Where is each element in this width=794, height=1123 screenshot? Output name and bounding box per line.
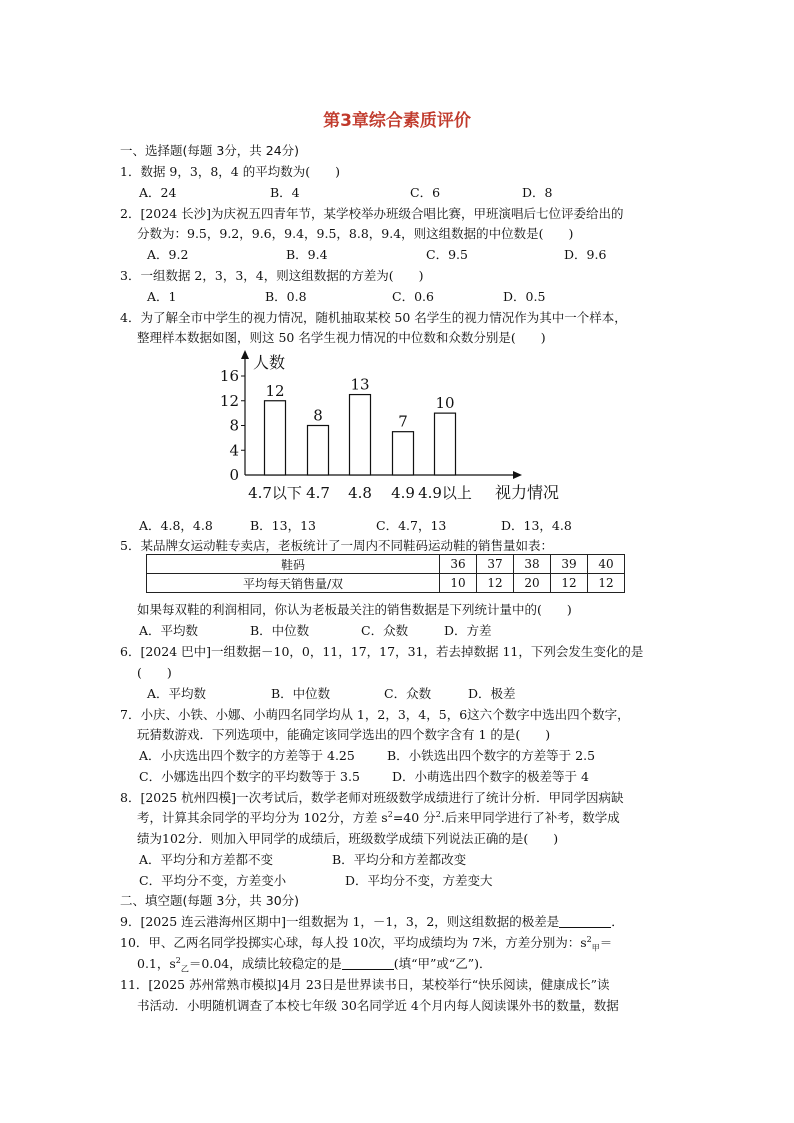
question-8-line-2 (137, 808, 620, 826)
question-10-line-2 (137, 954, 492, 975)
q10-sup: 2 (586, 934, 592, 944)
q10-text: 0.1，s (137, 956, 176, 971)
bar (265, 401, 286, 475)
option-c: C．6 (410, 185, 441, 200)
page-title: 第3章综合素质评价 (323, 111, 471, 131)
question-8-line-3: 绩为102分．则加入甲同学的成绩后，班级数学成绩下列说法正确的是( ) (137, 831, 559, 846)
question-4-line-2: 整理样本数据如图，则这 50 名学生视力情况的中位数和众数分别是( ) (137, 330, 546, 345)
option-c: C．9.5 (426, 247, 468, 262)
option-a: A．平均数 (147, 686, 207, 701)
question-10-line-1 (120, 933, 612, 954)
option-d: D．极差 (468, 686, 516, 701)
x-tick-label: 4.9以上 (418, 484, 472, 502)
x-tick-label: 4.9 (391, 484, 415, 502)
option-b: B．中位数 (271, 686, 331, 701)
y-axis-arrow (241, 350, 249, 359)
question-9 (120, 912, 624, 930)
x-axis-label: 视力情况 (495, 483, 560, 502)
section-choice-heading: 一、选择题(每题 3分，共 24分) (120, 143, 300, 158)
option-c: C．众数 (361, 623, 409, 638)
x-axis-arrow (513, 471, 522, 479)
table-header: 鞋码 (147, 555, 440, 574)
option-a: A．9.2 (147, 247, 189, 262)
q8-sup: 2 (435, 809, 441, 819)
option-b: B．中位数 (250, 623, 310, 638)
question-5-line-2: 如果每双鞋的利润相同，你认为老板最关注的销售数据是下列统计量中的( ) (137, 602, 572, 617)
question-2-line-1: 2．[2024 长沙]为庆祝五四青年节，某学校举办班级合唱比赛，甲班演唱后七位评委给出的 (120, 206, 624, 221)
option-a: A．4.8，4.8 (139, 518, 213, 533)
q8-text: =40 分 (392, 810, 436, 825)
table-cell: 39 (551, 555, 588, 574)
question-7-options-row-1 (139, 746, 699, 764)
table-cell: 36 (440, 555, 477, 574)
option-d: D．方差 (444, 623, 492, 638)
question-7-options-row-2 (139, 767, 699, 785)
bar-value-label: 10 (435, 394, 455, 413)
option-b: B．13，13 (250, 518, 316, 533)
option-b: B．9.4 (286, 247, 328, 262)
q10-text: (填“甲”或“乙”)． (393, 956, 492, 971)
option-a: A．平均数 (139, 623, 199, 638)
q8-text: .后来甲同学进行了补考，数学成 (440, 810, 620, 825)
table-cell: 38 (514, 555, 551, 574)
option-c: C．0.6 (392, 289, 434, 304)
question-2-options (139, 245, 699, 263)
question-8-options-row-2 (139, 871, 699, 889)
y-axis-label: 人数 (253, 353, 286, 372)
q10-text: ＝0.04，成绩比较稳定的是 (188, 956, 342, 971)
table-row (147, 574, 625, 593)
option-d: D．8 (522, 185, 553, 200)
question-11-line-1: 11．[2025 苏州常熟市模拟]4月 23日是世界读书日，某校举行“快乐阅读，健康成长”读 (120, 977, 610, 992)
answer-blank[interactable] (342, 957, 394, 970)
table-cell: 12 (477, 574, 514, 593)
question-1-options (139, 183, 699, 201)
question-6-options (139, 684, 699, 702)
question-6-line-2: ( ) (137, 665, 172, 680)
option-d: D．9.6 (564, 247, 607, 262)
option-a: A．24 (139, 185, 177, 200)
option-b: B．小铁选出四个数字的方差等于 2.5 (387, 748, 596, 763)
question-7-line-1: 7．小庆、小铁、小娜、小萌四名同学均从 1，2，3，4，5，6这六个数字中选出四个数字， (120, 707, 630, 722)
question-4-options (139, 516, 699, 534)
question-7-line-2: 玩猜数游戏．下列选项中，能确定该同学选出的四个数字含有 1 的是( ) (137, 727, 551, 742)
q8-sup: 2 (387, 809, 393, 819)
option-b: B．平均分和方差都改变 (332, 852, 467, 867)
table-row (147, 555, 625, 574)
q10-sup: 2 (175, 955, 181, 965)
question-5-options (139, 621, 699, 639)
option-c: C．众数 (384, 686, 432, 701)
bar-value-label: 12 (265, 381, 285, 400)
q9-text: ． (611, 914, 624, 929)
y-tick-label: 8 (229, 416, 239, 435)
option-d: D．平均分不变，方差变大 (345, 873, 493, 888)
q10-sub: 甲 (591, 943, 600, 953)
bar-value-label: 13 (350, 375, 370, 394)
bar (435, 413, 456, 475)
table-cell: 12 (588, 574, 625, 593)
question-5-line-1: 5．某品牌女运动鞋专卖店，老板统计了一周内不同鞋码运动鞋的销售量如表： (120, 538, 553, 553)
option-b: B．0.8 (265, 289, 307, 304)
y-tick-label: 16 (219, 367, 239, 385)
q10-text: 10．甲、乙两名同学投掷实心球，每人投 10次，平均成绩均为 7米，方差分别为：s (120, 935, 587, 950)
question-1: 1．数据 9，3，8，4 的平均数为( ) (120, 164, 340, 179)
question-8-options-row-1 (139, 850, 699, 868)
table-header: 平均每天销售量/双 (147, 574, 440, 593)
question-8-line-1: 8．[2025 杭州四模]一次考试后，数学老师对班级数学成绩进行了统计分析．甲同学因病缺 (120, 790, 624, 805)
question-3: 3．一组数据 2，3，3，4，则这组数据的方差为( ) (120, 268, 424, 283)
question-2-line-2: 分数为：9.5，9.2，9.6，9.4，9.5，8.8，9.4，则这组数据的中位数是( ) (137, 226, 574, 241)
option-c: C．4.7，13 (376, 518, 447, 533)
y-tick-label: 12 (219, 391, 239, 410)
x-tick-label: 4.8 (348, 484, 372, 502)
section-fill-heading: 二、填空题(每题 3分，共 30分) (120, 893, 300, 908)
x-tick-label: 4.7以下 (248, 484, 302, 502)
option-c: C．小娜选出四个数字的平均数等于 3.5 (139, 769, 360, 784)
y-tick-label: 4 (229, 441, 239, 460)
q8-text: 考，计算其余同学的平均分为 102分，方差 s (137, 810, 388, 825)
option-d: D．小萌选出四个数字的极差等于 4 (392, 769, 589, 784)
option-d: D．13，4.8 (501, 518, 572, 533)
table-cell: 37 (477, 555, 514, 574)
bar (350, 395, 371, 475)
q10-sub: 乙 (180, 964, 189, 974)
option-a: A．1 (147, 289, 177, 304)
x-tick-label: 4.7 (306, 484, 330, 502)
option-a: A．小庆选出四个数字的方差等于 4.25 (139, 748, 355, 763)
table-cell: 20 (514, 574, 551, 593)
question-11-line-2: 书活动．小明随机调查了本校七年级 30名同学近 4个月内每人阅读课外书的数量，数据 (137, 998, 619, 1013)
option-d: D．0.5 (503, 289, 546, 304)
option-a: A．平均分和方差都不变 (139, 852, 274, 867)
q9-text: 9．[2025 连云港海州区期中]一组数据为 1，－1，3，2，则这组数据的极差是 (120, 914, 560, 929)
question-3-options (139, 287, 699, 305)
table-cell: 40 (588, 555, 625, 574)
bar (308, 426, 329, 476)
option-c: C．平均分不变，方差变小 (139, 873, 287, 888)
bar-chart (208, 348, 578, 508)
bar (393, 432, 414, 475)
y-tick-label: 0 (229, 466, 239, 484)
table-cell: 12 (551, 574, 588, 593)
option-b: B．4 (270, 185, 300, 200)
bar-value-label: 7 (398, 412, 408, 431)
question-4-line-1: 4．为了解全市中学生的视力情况，随机抽取某校 50 名学生的视力情况作为其中一个样本， (120, 310, 627, 325)
question-6-line-1: 6．[2024 巴中]一组数据－10，0，11，17，17，31，若去掉数据 11，下列会发生变化的是 (120, 644, 644, 659)
answer-blank[interactable] (559, 915, 611, 928)
table-cell: 10 (440, 574, 477, 593)
q10-text: ＝ (599, 935, 613, 950)
shoe-sales-table (146, 554, 625, 593)
bar-value-label: 8 (313, 406, 323, 425)
